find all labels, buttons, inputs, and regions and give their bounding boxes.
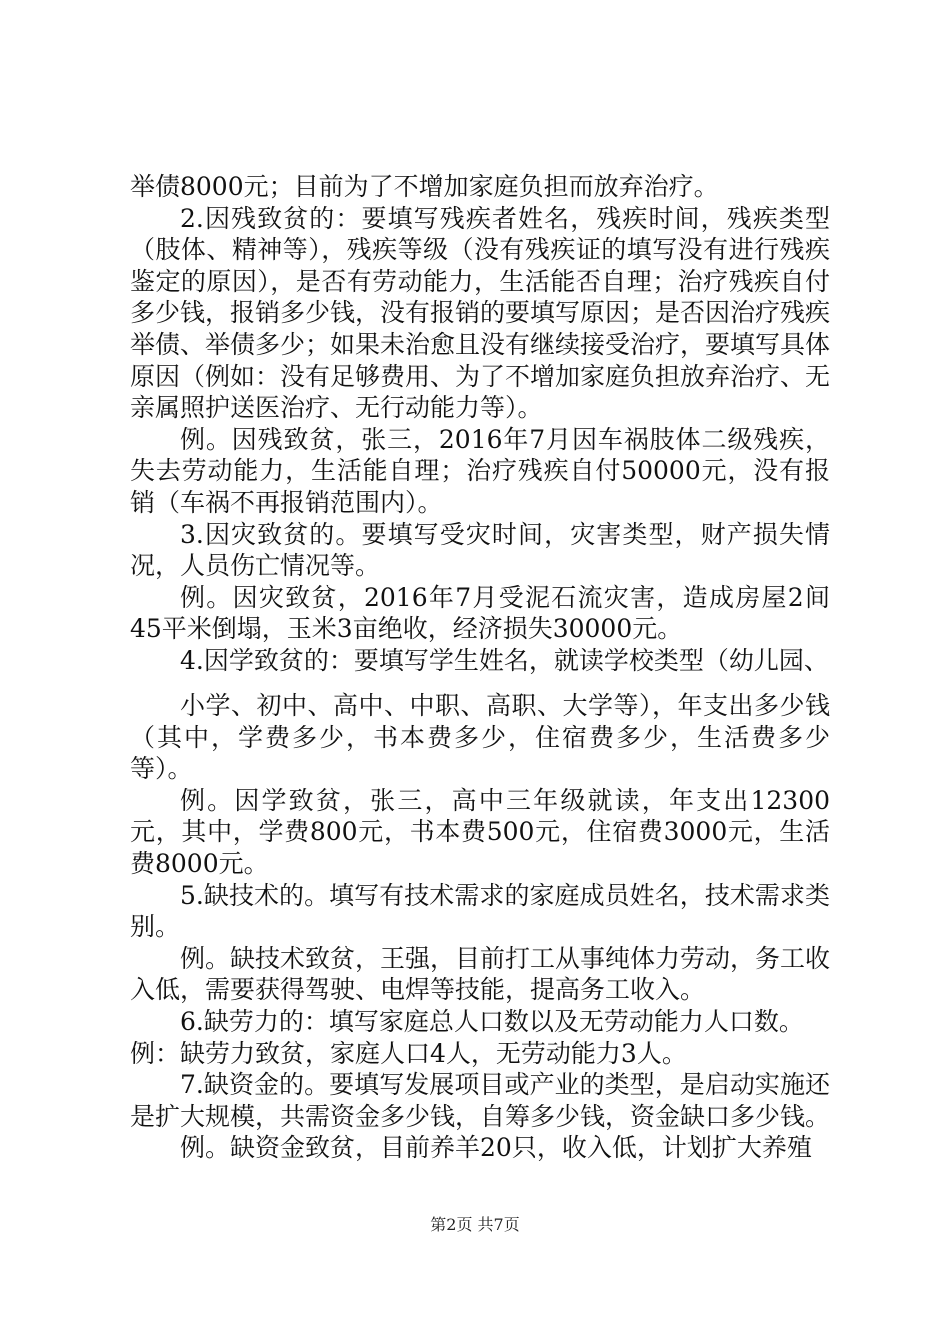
paragraph: 5.缺技术的。填写有技术需求的家庭成员姓名，技术需求类别。 (130, 880, 830, 942)
paragraph: 例。因灾致贫，2016年7月受泥石流灾害，造成房屋2间45平米倒塌，玉米3亩绝收，经济损失30000元。 (130, 582, 830, 644)
paragraph: 例：缺劳力致贫，家庭人口4人，无劳动能力3人。 (130, 1038, 687, 1068)
paragraph: 例。因学致贫，张三，高中三年级就读，年支出12300元，其中，学费800元，书本费500元，住宿费3000元，生活费8000元。 (130, 785, 830, 878)
paragraph: 例。因残致贫，张三，2016年7月因车祸肢体二级残疾，失去劳动能力，生活能自理；治疗残疾自付50000元，没有报销（车祸不再报销范围内）。 (130, 424, 830, 517)
paragraph: 6.缺劳力的：填写家庭总人口数以及无劳动能力人口数。 (180, 1006, 804, 1036)
paragraph: 7.缺资金的。要填写发展项目或产业的类型，是启动实施还是扩大规模，共需资金多少钱，自筹多少钱，资金缺口多少钱。 (130, 1070, 831, 1131)
paragraph: 例。缺资金致贫，目前养羊20只，收入低，计划扩大养殖 (180, 1133, 812, 1163)
paragraph: 2.因残致贫的：要填写残疾者姓名，残疾时间，残疾类型（肢体、精神等），残疾等级（没有残疾证的填写没有进行残疾鉴定的原因），是否有劳动能力，生活能否自理；治疗残疾自付多少钱，报销多少钱，没有报销的要填写原因；是否因治疗残疾举债、举债多少；如果未治愈且没有继续接受治疗，要填写具体原因（例如：没有足够费用、为了不增加家庭负担放弃治疗、无亲属照护送医治疗、无行动能力等）。 (130, 203, 831, 423)
body-text-lower (130, 690, 830, 1164)
page-number-footer: 第2页 共7页 (430, 1215, 520, 1234)
paragraph: 3.因灾致贫的。要填写受灾时间，灾害类型，财产损失情况，人员伤亡情况等。 (130, 519, 830, 581)
paragraph: 4.因学致贫的：要填写学生姓名，就读学校类型（幼儿园、 (180, 645, 829, 675)
body-text-upper (130, 171, 830, 677)
paragraph: 例。缺技术致贫，王强，目前打工从事纯体力劳动，务工收入低，需要获得驾驶、电焊等技能，提高务工收入。 (130, 943, 831, 1005)
paragraph: 小学、初中、高中、中职、高职、大学等），年支出多少钱（其中，学费多少，书本费多少，住宿费多少，生活费多少等）。 (130, 691, 830, 784)
paragraph: 举债8000元；目前为了不增加家庭负担而放弃治疗。 (130, 172, 719, 201)
